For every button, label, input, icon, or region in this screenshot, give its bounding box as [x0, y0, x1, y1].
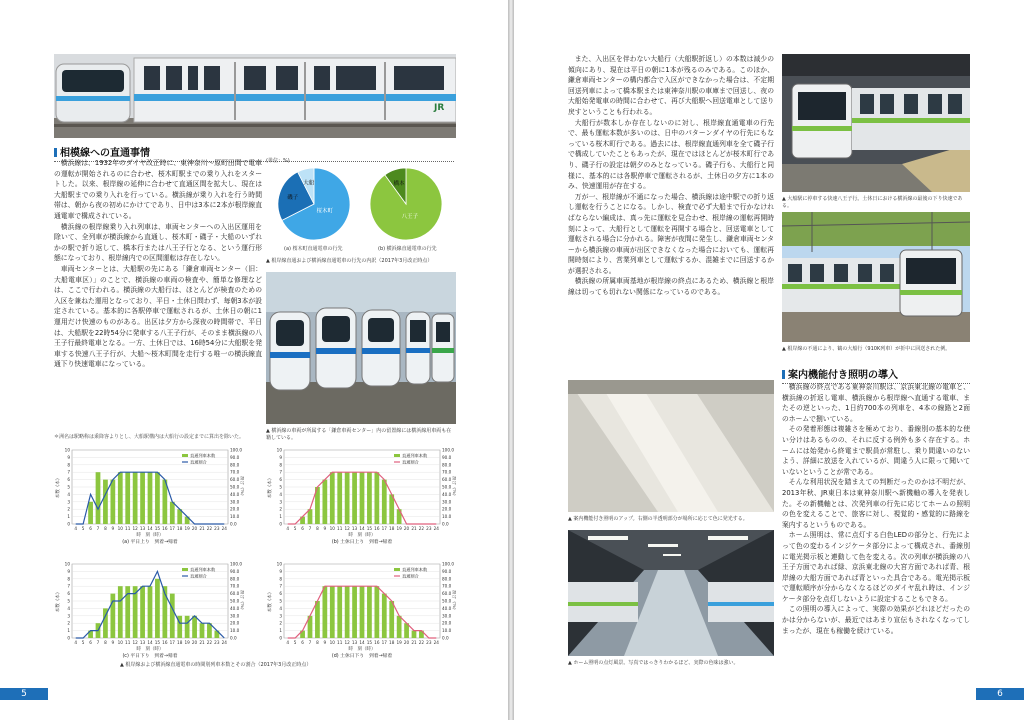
bar	[345, 586, 350, 638]
y-axis-label: 本数（本）	[56, 589, 61, 613]
x-tick-label: 19	[396, 526, 402, 531]
x-tick-label: 6	[89, 526, 92, 531]
bar	[360, 472, 365, 524]
x-tick-label: 12	[344, 526, 350, 531]
x-axis-label: 時 刻（時）	[348, 647, 376, 652]
x-tick-label: 16	[374, 640, 380, 645]
bar	[315, 601, 320, 638]
bar	[382, 594, 387, 638]
y-tick-label: 5	[67, 484, 70, 490]
photo-rapid-hachioji	[782, 54, 970, 192]
legend-swatch-bars	[182, 454, 188, 457]
x-tick-label: 12	[132, 526, 138, 531]
left-page	[0, 0, 508, 720]
x-tick-label: 16	[162, 526, 168, 531]
svg-text:JR: JR	[434, 103, 445, 113]
section-title-sagami: 相模線への直通事情	[54, 144, 454, 162]
y2-tick-label: 10.0	[442, 628, 452, 634]
y-tick-label: 1	[279, 628, 282, 634]
y-tick-label: 8	[67, 576, 70, 582]
x-tick-label: 13	[351, 640, 358, 645]
x-tick-label: 11	[125, 640, 131, 645]
x-tick-label: 24	[221, 526, 227, 531]
bar-line-chart	[54, 558, 244, 662]
y-tick-label: 8	[279, 576, 282, 582]
bar	[352, 472, 357, 524]
x-tick-label: 6	[301, 526, 304, 531]
bar	[170, 502, 175, 524]
x-tick-label: 9	[111, 640, 115, 645]
y-tick-label: 6	[279, 591, 282, 597]
x-tick-label: 23	[426, 526, 432, 531]
x-tick-label: 11	[125, 526, 131, 531]
y2-tick-label: 0.0	[442, 521, 449, 527]
bar	[170, 594, 175, 638]
x-tick-label: 9	[323, 526, 327, 531]
pie-svg	[266, 158, 456, 258]
x-tick-label: 10	[329, 526, 335, 531]
y2-axis-label: 割合（%）	[451, 475, 456, 499]
bar	[330, 586, 335, 638]
pie-slice-label: 橋本	[393, 180, 405, 187]
bar	[88, 502, 93, 524]
bar	[103, 480, 108, 524]
depot-photo-caption: ▲ 横浜線の車両が所属する「鎌倉車両センター」内の留置線には横浜線用車両も在籍している。	[266, 428, 452, 441]
y-tick-label: 10	[64, 447, 70, 453]
x-tick-label: 7	[96, 640, 100, 645]
y-tick-label: 3	[279, 499, 282, 505]
bar	[110, 594, 115, 638]
bar	[382, 480, 387, 524]
bar	[96, 472, 101, 524]
bar	[155, 472, 160, 524]
bar	[148, 586, 153, 638]
y2-axis-label: 割合（%）	[451, 589, 456, 613]
y2-tick-label: 10.0	[230, 628, 240, 634]
y2-tick-label: 50.0	[442, 484, 452, 490]
x-tick-label: 21	[411, 526, 417, 531]
y2-tick-label: 60.0	[230, 477, 240, 483]
y2-axis-label: 割合（%）	[239, 475, 244, 499]
x-tick-label: 24	[433, 526, 439, 531]
bar	[118, 586, 123, 638]
photo-light-closeup	[568, 380, 774, 512]
y-axis-label: 本数（本）	[56, 475, 61, 499]
y-tick-label: 1	[279, 514, 282, 520]
y-tick-label: 7	[279, 583, 282, 589]
x-tick-label: 5	[293, 526, 297, 531]
x-tick-label: 23	[214, 526, 220, 531]
y-tick-label: 10	[276, 561, 282, 567]
y-tick-label: 2	[279, 620, 282, 626]
y2-tick-label: 10.0	[442, 514, 452, 520]
y2-tick-label: 80.0	[230, 462, 240, 468]
x-tick-label: 21	[199, 526, 205, 531]
y2-tick-label: 50.0	[442, 598, 452, 604]
y-tick-label: 3	[67, 499, 70, 505]
y2-tick-label: 90.0	[230, 568, 240, 574]
y2-tick-label: 80.0	[230, 576, 240, 582]
paragraph: 大船行が数本しか存在しないのに対し、根岸線直通電車の行先で、最も運転本数が多いのは、日中のパターンダイヤの行先にもなっている桜木町行である。過去には、根岸線直通列車を全て磯子行で構成していたこともあったが、現在ではほとんどが桜木町行であり、磯子行の設定は朝夕のみとなっている。磯子行も、大船行と同様に、基本的には各駅停車で運転されるが、土休日の夕方に1本のみ、快速運用が存在する。	[568, 118, 774, 191]
x-tick-label: 9	[111, 526, 115, 531]
y-tick-label: 2	[67, 620, 70, 626]
x-axis-label: 時 刻（時）	[348, 533, 376, 538]
right-body-bottom	[782, 382, 970, 672]
y2-tick-label: 40.0	[442, 491, 452, 497]
x-tick-label: 24	[221, 640, 227, 645]
y2-tick-label: 0.0	[230, 521, 237, 527]
legend-label: 直通割合	[402, 459, 419, 465]
chart-caption: (d) 土休日下り 到着→帰着	[331, 654, 393, 659]
y2-tick-label: 70.0	[230, 583, 240, 589]
x-tick-label: 8	[316, 526, 319, 531]
bar	[140, 586, 145, 638]
bar	[110, 480, 115, 524]
x-tick-label: 14	[147, 640, 153, 645]
y2-tick-label: 30.0	[442, 613, 452, 619]
legend-label: 直通列車本数	[190, 567, 216, 572]
paragraph: 横浜線の終点である東神奈川駅は、京浜東北線の電車と、横浜線の折返し電車、横浜線から根岸線へ直通する電車、またその逆といった、1日約700本の列車を、4本の線路と2面のホームで捌いている。	[782, 383, 970, 423]
x-tick-label: 5	[81, 640, 85, 645]
y2-tick-label: 100.0	[442, 447, 454, 453]
left-body-text	[54, 158, 262, 438]
y-tick-label: 8	[67, 462, 70, 468]
x-tick-label: 20	[403, 526, 410, 531]
x-tick-label: 14	[359, 640, 365, 645]
bar	[125, 472, 130, 524]
x-tick-label: 17	[381, 640, 387, 645]
y-tick-label: 8	[279, 462, 282, 468]
bar	[148, 472, 153, 524]
paragraph: また、入出区を伴わない大船行（大船駅折返し）の本数は減少の傾向にあり、現在は平日の朝に1本が残るのみである。このほか、鎌倉車両センターの構内都合で入区ができなかった場合は、不定期回送列車によって橋本駅または東神奈川駅の車庫まで回送し、夜の大船始発電車の時間に合わせて、再び大船駅へ回送電車として送り戻すということも行われる。	[568, 55, 774, 116]
y-tick-label: 4	[67, 605, 70, 611]
pie-charts	[266, 158, 456, 268]
y2-tick-label: 80.0	[442, 462, 452, 468]
y2-tick-label: 40.0	[442, 605, 452, 611]
bar	[118, 472, 123, 524]
pie-slice-label: 桜木町	[316, 208, 334, 215]
paragraph: 横浜線の根岸線乗り入れ列車は、車両センターへの入出区運用を除いて、全列車が横浜線から直通し、桜木町・磯子・大船のいずれかの駅で折り返して、橋本行または八王子行となる、という運行形態になっており、根岸線内での区間運転は存在しない。	[54, 222, 262, 263]
chart-caption: (b) 土休日上り 到着→帰着	[331, 540, 393, 545]
pie-caption-a: (a) 桜木町直通電車の行先	[284, 246, 343, 252]
y2-tick-label: 80.0	[442, 576, 452, 582]
bar	[185, 616, 190, 638]
photo-ofuna-bound	[782, 212, 970, 342]
x-tick-label: 7	[308, 526, 312, 531]
x-tick-label: 18	[177, 640, 183, 645]
y-tick-label: 7	[279, 469, 282, 475]
bar	[389, 601, 394, 638]
pie-caption-b: (b) 横浜線直通電車の行先	[378, 246, 437, 252]
x-tick-label: 15	[366, 526, 373, 531]
paragraph: 車両センターとは、大船駅の先にある「鎌倉車両センター（旧：大船電車区）」のことで、横浜線の車両の検査や、簡単な修理などは、ここで行われる。横浜線の大船行は、ほとんどが検査のための入区を兼ねた運用となっており、平日・土休日問わず、毎朝3本が設定されている。基本的に各駅停車で運転されるが、土休日の朝に1運用だけ快速のものがある。出区は夕方から深夜の時間帯で、平日は、大船駅を22時54分に発車する八王子行が、そのまま横浜線の八王子行最終電車となる。一方、土休日では、16時54分に大船駅を発車する快速八王子行が、大船〜桜木町間を走行する唯一の横浜線直通下り快速電車になっている。	[54, 264, 262, 369]
legend-label: 直通割合	[190, 459, 207, 465]
legend-label: 直通列車本数	[402, 567, 428, 572]
y2-tick-label: 100.0	[230, 447, 242, 453]
photo-platform-lighting	[568, 530, 774, 656]
x-axis-label: 時 刻（時）	[136, 647, 164, 652]
x-tick-label: 19	[396, 640, 402, 645]
y2-tick-label: 60.0	[442, 591, 452, 597]
y2-tick-label: 70.0	[442, 583, 452, 589]
paragraph: 横浜線は、1932年のダイヤ改正時に、東神奈川〜原町田間で電車の運転が開始されるのに合わせ、桜木町駅までの乗り入れをスタートした。以来、根岸線の延伸に合わせて直通区間を拡大し、現在は大船駅までの乗り入れを行っている。横浜線が乗り入れを行う時間帯は、朝から夜の初めにかけてであり、日中は3本に2本が根岸線直通電車で構成されている。	[54, 159, 262, 220]
y2-tick-label: 0.0	[442, 635, 449, 641]
x-tick-label: 21	[411, 640, 417, 645]
caption-photo3: ▲ 案内機能付き照明のアップ。右側の半透明部分が場所に応じて色に発光する。	[568, 516, 748, 522]
pie-slice-label: 磯子	[287, 195, 299, 202]
x-tick-label: 4	[286, 640, 290, 645]
x-tick-label: 14	[147, 526, 153, 531]
bar	[367, 472, 372, 524]
bar	[360, 586, 365, 638]
bar	[337, 472, 342, 524]
x-tick-label: 18	[389, 526, 395, 531]
x-tick-label: 10	[117, 640, 123, 645]
depot-photo	[266, 272, 456, 424]
bar-line-chart	[54, 444, 244, 548]
y2-tick-label: 40.0	[230, 605, 240, 611]
y2-tick-label: 20.0	[230, 620, 240, 626]
x-tick-label: 18	[389, 640, 395, 645]
y-tick-label: 2	[67, 506, 70, 512]
x-tick-label: 22	[418, 640, 425, 645]
x-tick-label: 24	[433, 640, 439, 645]
y-axis-label: 本数（本）	[268, 475, 273, 499]
x-tick-label: 11	[337, 526, 343, 531]
legend-label: 直通列車本数	[190, 453, 216, 458]
y-tick-label: 1	[67, 514, 70, 520]
bar	[200, 623, 205, 638]
y2-tick-label: 60.0	[442, 477, 452, 483]
y2-tick-label: 20.0	[442, 506, 452, 512]
charts-caption: ▲ 根岸線および横浜線直通電車の時間別列車本数とその割合（2017年3月改正時点）	[120, 662, 312, 668]
bar-line-chart	[266, 558, 456, 662]
bar	[192, 616, 197, 638]
y-tick-label: 5	[279, 484, 282, 490]
legend-swatch-bars	[182, 568, 188, 571]
x-tick-label: 5	[81, 526, 85, 531]
legend-label: 直通割合	[402, 573, 419, 579]
x-tick-label: 17	[381, 526, 387, 531]
legend-swatch-bars	[394, 568, 400, 571]
x-tick-label: 6	[89, 640, 92, 645]
y2-tick-label: 30.0	[442, 499, 452, 505]
y-tick-label: 5	[279, 598, 282, 604]
y2-tick-label: 50.0	[230, 598, 240, 604]
bar	[322, 480, 327, 524]
y-tick-label: 0	[279, 521, 282, 527]
bar	[367, 586, 372, 638]
bar-line-chart	[266, 444, 456, 548]
y2-tick-label: 100.0	[230, 561, 242, 567]
y2-axis-label: 割合（%）	[239, 589, 244, 613]
x-tick-label: 13	[139, 640, 146, 645]
bar	[345, 472, 350, 524]
bar	[352, 586, 357, 638]
y-tick-label: 9	[67, 454, 70, 460]
bar	[374, 586, 379, 638]
x-tick-label: 8	[104, 526, 107, 531]
bar	[140, 472, 145, 524]
y-tick-label: 1	[67, 628, 70, 634]
x-tick-label: 8	[104, 640, 107, 645]
y2-tick-label: 10.0	[230, 514, 240, 520]
x-tick-label: 13	[351, 526, 358, 531]
y-tick-label: 4	[279, 491, 282, 497]
page-number-left: 5	[0, 688, 48, 700]
pie-slice-label: 大船	[303, 180, 315, 187]
x-tick-label: 17	[169, 640, 175, 645]
x-tick-label: 20	[403, 640, 410, 645]
legend-swatch-bars	[394, 454, 400, 457]
caption-photo1: ▲ 大船駅に停車する快速八王子行。土休日における横浜線の最後の下り快速である。	[782, 196, 963, 209]
section-title-lighting: 案内機能付き照明の導入	[782, 366, 970, 384]
y-tick-label: 6	[67, 477, 70, 483]
y-tick-label: 4	[67, 491, 70, 497]
right-body-top	[568, 54, 774, 364]
y2-tick-label: 40.0	[230, 491, 240, 497]
x-tick-label: 16	[162, 640, 168, 645]
x-tick-label: 9	[323, 640, 327, 645]
pie-unit: (単位：%)	[266, 158, 290, 164]
y-tick-label: 6	[67, 591, 70, 597]
y-tick-label: 4	[279, 605, 282, 611]
y2-tick-label: 100.0	[442, 561, 454, 567]
y-tick-label: 9	[67, 568, 70, 574]
y2-tick-label: 90.0	[442, 454, 452, 460]
x-tick-label: 4	[286, 526, 290, 531]
caption-photo2: ▲ 根岸線の不通により、鶴の大船行（910K列車）が折中に回送された例。	[782, 346, 951, 352]
paragraph: 万が一、根岸線が不通になった場合、横浜線は途中駅での折り返し運転を行うことになる。しかし、検査で必ず大船まで行かなければならない編成は、真っ先に運転を見合わせ、根岸線の運転再開時刻によって、大船行として運転を再開する場合と、回送電車として運転される場合に分かれる。障害が夜間に発生し、鎌倉車両センターから横浜線の車両が出区できなくなった場合においても、運転再開時刻により、営業列車として運転するか、混雑までに回送するかが選択される。	[568, 192, 774, 275]
y-tick-label: 0	[279, 635, 282, 641]
x-tick-label: 13	[139, 526, 146, 531]
x-tick-label: 12	[344, 640, 350, 645]
x-tick-label: 15	[154, 526, 161, 531]
x-tick-label: 22	[206, 640, 213, 645]
bar	[330, 472, 335, 524]
y-tick-label: 9	[279, 568, 282, 574]
x-tick-label: 7	[96, 526, 100, 531]
y-tick-label: 0	[67, 635, 70, 641]
x-tick-label: 22	[206, 526, 213, 531]
y2-tick-label: 0.0	[230, 635, 237, 641]
y-axis-label: 本数（本）	[268, 589, 273, 613]
y2-tick-label: 20.0	[442, 620, 452, 626]
x-tick-label: 23	[426, 640, 432, 645]
y-tick-label: 2	[279, 506, 282, 512]
x-tick-label: 20	[191, 526, 198, 531]
legend-label: 直通割合	[190, 573, 207, 579]
y2-tick-label: 50.0	[230, 484, 240, 490]
bar	[133, 472, 138, 524]
y-tick-label: 6	[279, 477, 282, 483]
paragraph: この照明の導入によって、実際の効果がどれほどだったのかは分からないが、最近ではあまり宣伝もされなくなってしまったが、現在も稼働を続けている。	[782, 605, 970, 635]
caption-photo4: ▲ ホーム照明の点灯風景。写真ではっきりわかるほど、実際の色味は強い。	[568, 660, 739, 666]
x-tick-label: 11	[337, 640, 343, 645]
y2-tick-label: 90.0	[230, 454, 240, 460]
train-photo-top	[54, 54, 456, 138]
y-tick-label: 7	[67, 583, 70, 589]
y2-tick-label: 70.0	[442, 469, 452, 475]
x-tick-label: 4	[74, 526, 78, 531]
y2-tick-label: 90.0	[442, 568, 452, 574]
y-tick-label: 0	[67, 521, 70, 527]
x-tick-label: 6	[301, 640, 304, 645]
bar	[397, 616, 402, 638]
bar	[412, 631, 417, 638]
paragraph: そんな利用状況を踏まえての判断だったのかは不明だが、2013年秋、JR東日本は東神奈川駅へ新機軸の導入を発表した。その新機軸とは、次発列車の行先に応じてホームの照明の色を変えることで、旅客に対し、視覚的・感覚的に路線を案内するというものである。	[782, 478, 970, 529]
page-number-right: 6	[976, 688, 1024, 700]
y2-tick-label: 70.0	[230, 469, 240, 475]
x-tick-label: 15	[154, 640, 161, 645]
y2-tick-label: 60.0	[230, 591, 240, 597]
chart-caption: (c) 平日下り 到着→帰着	[122, 654, 178, 659]
x-tick-label: 10	[329, 640, 335, 645]
y2-tick-label: 20.0	[230, 506, 240, 512]
y-tick-label: 9	[279, 454, 282, 460]
x-tick-label: 5	[293, 640, 297, 645]
chart-caption: (a) 平日上り 到着→帰着	[122, 540, 178, 545]
bar	[374, 472, 379, 524]
paragraph: その発着形態は複雑さを極めており、番線別の基本的な使い分けはあるものの、それに反する例外も多く存在する。ホームには始発から終電まで駅員が常駐し、乗り間違いのないよう、詳細に放送を入れているが、間違う人に限って聞いていないということが常である。	[782, 425, 970, 476]
y-tick-label: 3	[279, 613, 282, 619]
x-tick-label: 14	[359, 526, 365, 531]
bar	[337, 586, 342, 638]
x-axis-label: 時 刻（時）	[136, 533, 164, 538]
x-tick-label: 20	[191, 640, 198, 645]
y-tick-label: 10	[64, 561, 70, 567]
x-tick-label: 17	[169, 526, 175, 531]
x-tick-label: 22	[418, 526, 425, 531]
x-tick-label: 19	[184, 526, 190, 531]
y-tick-label: 10	[276, 447, 282, 453]
bar	[155, 579, 160, 638]
y2-tick-label: 30.0	[230, 499, 240, 505]
x-tick-label: 7	[308, 640, 312, 645]
x-tick-label: 12	[132, 640, 138, 645]
y-tick-label: 3	[67, 613, 70, 619]
y-tick-label: 5	[67, 598, 70, 604]
y-tick-label: 7	[67, 469, 70, 475]
x-tick-label: 8	[316, 640, 319, 645]
bar	[322, 586, 327, 638]
pie-caption: ▲ 根岸線直通および横浜線直通電車の行先の内訳（2017年3月改正時点）	[266, 258, 433, 264]
right-page	[514, 0, 1024, 720]
pie-slice-label: 八王子	[401, 213, 419, 220]
x-tick-label: 15	[366, 640, 373, 645]
x-tick-label: 19	[184, 640, 190, 645]
paragraph: ホーム照明は、常に点灯する白色LEDの部分と、行先によって色の変わるインジケータ部分によって構成され、番線別に電光掲示板と連動して色を変える。次の列車が横浜線の八王子方面であれば緑、京浜東北線の大宮方面であれば青、根岸線の大船方面であれば青といった具合である。電光掲示板で運転順序が分からなくなるほどのダイヤ乱れ時は、インジケータ部分を点灯しないように設定することもできる。	[782, 531, 970, 603]
y2-tick-label: 30.0	[230, 613, 240, 619]
paragraph: 横浜線の所属車両基地が根岸線の終点にあるため、横浜線と根岸線は切っても切れない関係になっているのである。	[568, 277, 774, 297]
x-tick-label: 4	[74, 640, 78, 645]
footnote: ＊洲名は駅略称は乗降客よりとし、大船駅構内は大船行の設定までに算出を除いた。	[54, 434, 245, 440]
x-tick-label: 10	[117, 526, 123, 531]
train-count-charts	[54, 444, 456, 674]
x-tick-label: 16	[374, 526, 380, 531]
x-tick-label: 18	[177, 526, 183, 531]
legend-label: 直通列車本数	[402, 453, 428, 458]
x-tick-label: 23	[214, 640, 220, 645]
x-tick-label: 21	[199, 640, 205, 645]
